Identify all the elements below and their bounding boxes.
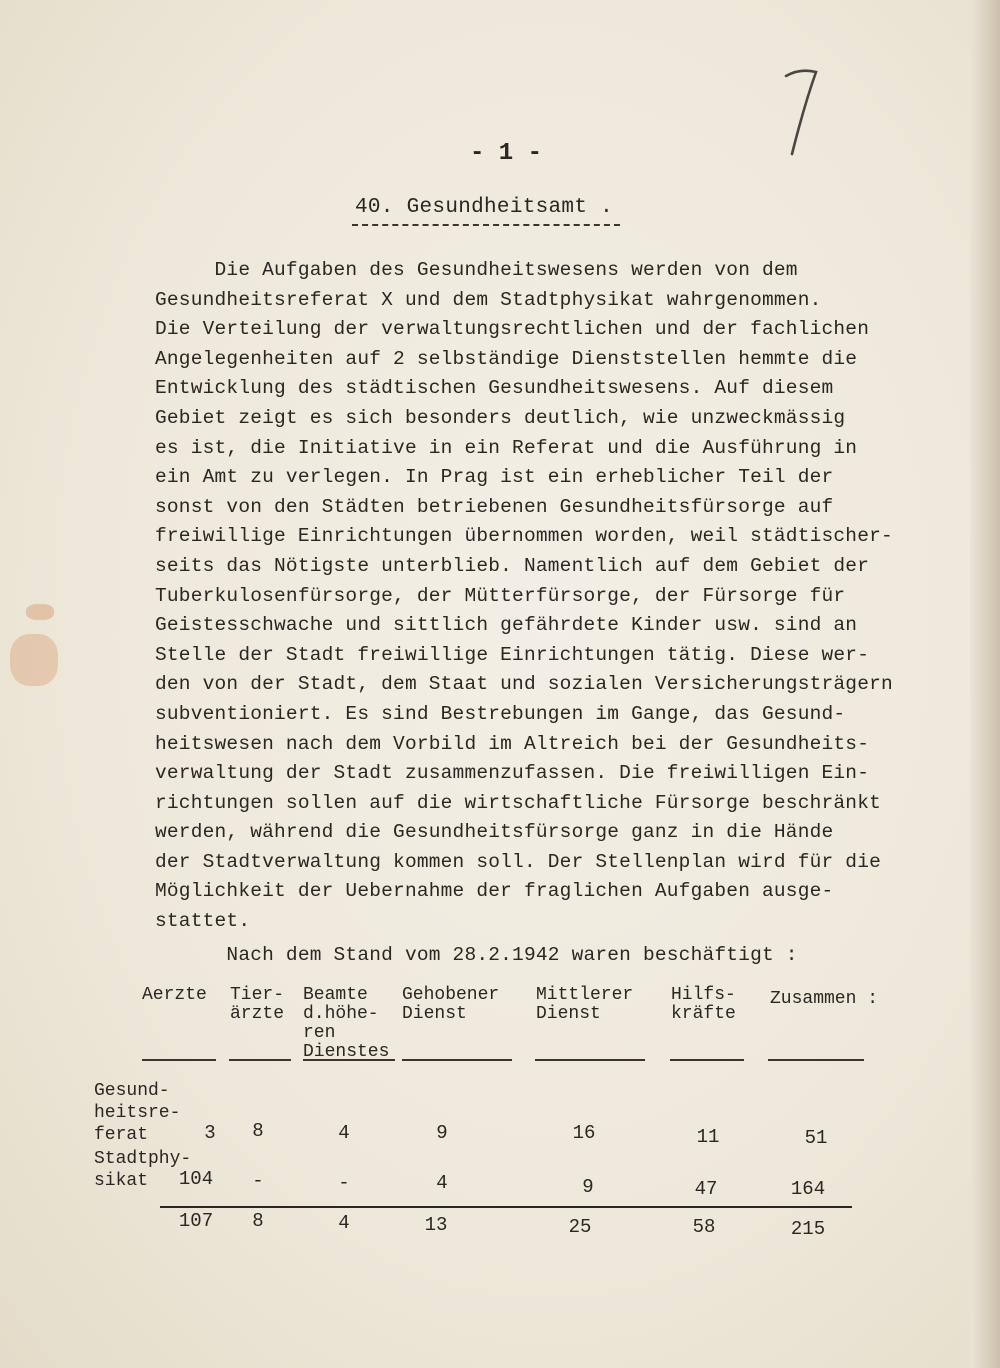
table-cell: 4 — [436, 1172, 448, 1194]
table-cell: - — [338, 1172, 350, 1194]
column-header-mittlerer-dienst: Mittlerer Dienst — [536, 985, 634, 1024]
body-line: stattet. — [155, 910, 251, 933]
header-rule — [229, 1059, 291, 1061]
body-line: sonst von den Städten betriebenen Gesundheitsfürsorge auf — [155, 495, 834, 518]
body-line: Nach dem Stand vom 28.2.1942 waren beschäftigt : — [155, 943, 798, 966]
body-line: richtungen sollen auf die wirtschaftliche Fürsorge beschränkt — [155, 791, 882, 814]
column-header-aerzte: Aerzte — [142, 985, 207, 1005]
handwritten-page-number — [782, 66, 822, 158]
table-cell: 16 — [572, 1122, 596, 1144]
header-rule — [535, 1059, 645, 1061]
header-rule — [670, 1059, 744, 1061]
body-line: Möglichkeit der Uebernahme der fraglichen Aufgaben ausge- — [155, 880, 834, 903]
table-cell: 51 — [804, 1127, 828, 1149]
column-header-hilfskraefte: Hilfs- kräfte — [671, 985, 736, 1024]
table-total-cell: 8 — [252, 1210, 264, 1232]
column-header-gehobener-dienst: Gehobener Dienst — [402, 985, 500, 1024]
heading-underline — [352, 224, 620, 226]
table-cell: 3 — [204, 1122, 216, 1144]
column-header-hoeherer-dienst: Beamte d.höhe- ren Dienstes — [303, 985, 390, 1062]
body-line: freiwillige Einrichtungen übernommen worden, weil städtischer- — [155, 525, 893, 548]
total-rule — [160, 1206, 852, 1208]
body-line: heitswesen nach dem Vorbild im Altreich bei der Gesundheits- — [155, 732, 870, 755]
body-line: ein Amt zu verlegen. In Prag ist ein erheblicher Teil der — [155, 466, 834, 489]
table-cell: 8 — [252, 1120, 264, 1142]
header-rule — [142, 1059, 216, 1061]
body-line: subventioniert. Es sind Bestrebungen im Gange, das Gesund- — [155, 702, 846, 725]
table-total-cell: 13 — [424, 1214, 448, 1236]
page-number: - 1 - — [470, 140, 543, 167]
paper-stain — [26, 604, 54, 620]
header-rule — [768, 1059, 864, 1061]
table-cell: 4 — [338, 1122, 350, 1144]
body-line: Die Verteilung der verwaltungsrechtlichen und der fachlichen — [155, 318, 870, 341]
body-line: der Stadtverwaltung kommen soll. Der Stellenplan wird für die — [155, 850, 882, 873]
column-header-tieraerzte: Tier- ärzte — [230, 985, 285, 1024]
row-label-stadtphysikat: Stadtphy- sikat — [94, 1149, 192, 1191]
body-line: Angelegenheiten auf 2 selbständige Dienststellen hemmte die — [155, 347, 858, 370]
body-line: Geistesschwache und sittlich gefährdete Kinder usw. sind an — [155, 614, 858, 637]
table-cell: 11 — [696, 1126, 720, 1148]
row-label-gesundheitsreferat: Gesund- heitsre- ferat — [94, 1081, 181, 1145]
paper-stain — [10, 634, 58, 686]
body-line: Gebiet zeigt es sich besonders deutlich, wie unzweckmässig — [155, 406, 846, 429]
table-total-cell: 107 — [178, 1210, 214, 1232]
body-line: es ist, die Initiative in ein Referat und die Ausführung in — [155, 436, 858, 459]
column-header-zusammen: Zusammen : — [770, 989, 879, 1009]
body-line: Die Aufgaben des Gesundheitswesens werden von dem — [155, 259, 798, 281]
header-rule — [402, 1059, 512, 1061]
table-cell: 9 — [436, 1122, 448, 1144]
table-total-cell: 58 — [692, 1216, 716, 1238]
body-line: werden, während die Gesundheitsfürsorge ganz in die Hände — [155, 821, 834, 844]
table-total-cell: 25 — [568, 1216, 592, 1238]
table-cell: 47 — [694, 1178, 718, 1200]
body-line: verwaltung der Stadt zusammenzufassen. Die freiwilligen Ein- — [155, 762, 870, 785]
table-total-cell: 215 — [790, 1218, 826, 1240]
body-text — [155, 256, 935, 970]
body-line: Entwicklung des städtischen Gesundheitswesens. Auf diesem — [155, 377, 834, 400]
body-line: Stelle der Stadt freiwillige Einrichtungen tätig. Diese wer- — [155, 643, 870, 666]
table-cell: 104 — [178, 1168, 214, 1190]
body-line: den von der Stadt, dem Staat und sozialen Versicherungsträgern — [155, 673, 893, 696]
table-total-cell: 4 — [338, 1212, 350, 1234]
table-cell: 164 — [790, 1178, 826, 1200]
section-heading: 40. Gesundheitsamt . — [355, 196, 614, 219]
header-rule — [303, 1059, 395, 1061]
body-line: Tuberkulosenfürsorge, der Mütterfürsorge, der Fürsorge für — [155, 584, 846, 607]
table-cell: - — [252, 1170, 264, 1192]
table-cell: 9 — [582, 1176, 594, 1198]
body-line: seits das Nötigste unterblieb. Namentlich auf dem Gebiet der — [155, 554, 870, 577]
page-edge-shadow — [970, 0, 1000, 1368]
body-line: Gesundheitsreferat X und dem Stadtphysikat wahrgenommen. — [155, 288, 822, 311]
